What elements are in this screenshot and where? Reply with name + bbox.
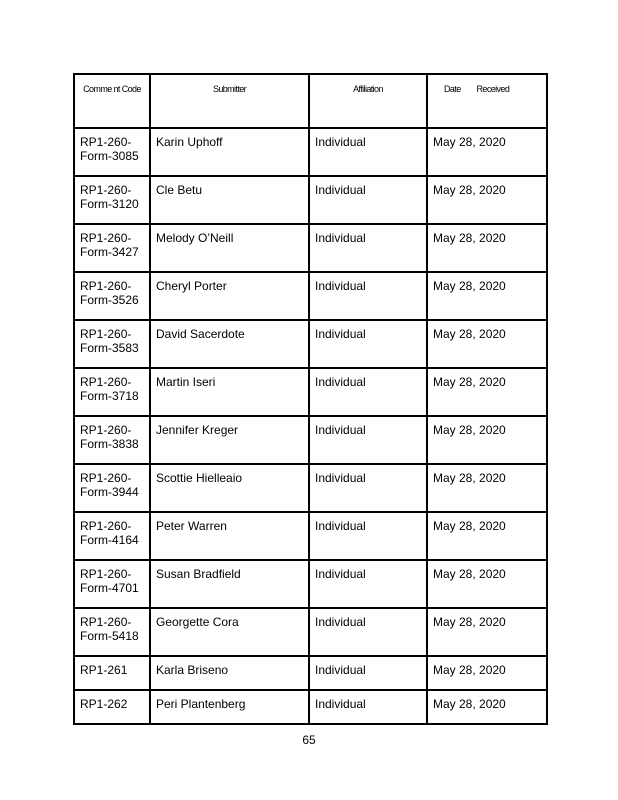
cell-date-received: May 28, 2020: [427, 512, 547, 560]
table-row: [74, 320, 547, 368]
header-comment-code: Comme nt Code: [74, 74, 150, 128]
table-row: [74, 656, 547, 690]
table-row: [74, 690, 547, 724]
table-row: [74, 512, 547, 560]
cell-submitter: Scottie Hielleaio: [150, 464, 309, 512]
header-date-received: Date Received: [427, 74, 547, 128]
comments-table: [73, 73, 548, 725]
cell-submitter: Karin Uphoff: [150, 128, 309, 176]
table-row: [74, 128, 547, 176]
cell-date-received: May 28, 2020: [427, 560, 547, 608]
cell-submitter: Susan Bradfield: [150, 560, 309, 608]
cell-comment-code: RP1-260-Form-3526: [74, 272, 150, 320]
header-affiliation: Affiliation: [309, 74, 427, 128]
cell-affiliation: Individual: [309, 224, 427, 272]
cell-submitter: Peter Warren: [150, 512, 309, 560]
cell-submitter: Georgette Cora: [150, 608, 309, 656]
cell-date-received: May 28, 2020: [427, 416, 547, 464]
cell-submitter: Cle Betu: [150, 176, 309, 224]
cell-affiliation: Individual: [309, 416, 427, 464]
table-row: [74, 368, 547, 416]
cell-affiliation: Individual: [309, 272, 427, 320]
cell-comment-code: RP1-260-Form-3583: [74, 320, 150, 368]
cell-submitter: Martin Iseri: [150, 368, 309, 416]
cell-submitter: Karla Briseno: [150, 656, 309, 690]
cell-affiliation: Individual: [309, 128, 427, 176]
table-row: [74, 608, 547, 656]
cell-date-received: May 28, 2020: [427, 176, 547, 224]
cell-date-received: May 28, 2020: [427, 690, 547, 724]
cell-affiliation: Individual: [309, 656, 427, 690]
cell-date-received: May 28, 2020: [427, 368, 547, 416]
table-row: [74, 416, 547, 464]
cell-submitter: David Sacerdote: [150, 320, 309, 368]
table-row: [74, 464, 547, 512]
table-row: [74, 176, 547, 224]
cell-comment-code: RP1-260-Form-3427: [74, 224, 150, 272]
cell-submitter: Jennifer Kreger: [150, 416, 309, 464]
cell-date-received: May 28, 2020: [427, 608, 547, 656]
cell-date-received: May 28, 2020: [427, 464, 547, 512]
header-submitter: Submitter: [150, 74, 309, 128]
cell-comment-code: RP1-260-Form-3120: [74, 176, 150, 224]
cell-comment-code: RP1-261: [74, 656, 150, 690]
cell-affiliation: Individual: [309, 176, 427, 224]
cell-comment-code: RP1-260-Form-3838: [74, 416, 150, 464]
cell-affiliation: Individual: [309, 560, 427, 608]
cell-affiliation: Individual: [309, 464, 427, 512]
cell-comment-code: RP1-260-Form-3944: [74, 464, 150, 512]
cell-affiliation: Individual: [309, 690, 427, 724]
table-row: [74, 272, 547, 320]
cell-comment-code: RP1-260-Form-3085: [74, 128, 150, 176]
cell-date-received: May 28, 2020: [427, 128, 547, 176]
cell-affiliation: Individual: [309, 512, 427, 560]
cell-comment-code: RP1-260-Form-4164: [74, 512, 150, 560]
cell-submitter: Cheryl Porter: [150, 272, 309, 320]
cell-submitter: Melody O’Neill: [150, 224, 309, 272]
table-row: [74, 224, 547, 272]
table-row: [74, 560, 547, 608]
cell-date-received: May 28, 2020: [427, 320, 547, 368]
cell-comment-code: RP1-262: [74, 690, 150, 724]
cell-submitter: Peri Plantenberg: [150, 690, 309, 724]
cell-date-received: May 28, 2020: [427, 656, 547, 690]
page-number: 65: [302, 733, 316, 747]
table-header-row: [74, 74, 547, 128]
cell-comment-code: RP1-260-Form-3718: [74, 368, 150, 416]
cell-affiliation: Individual: [309, 368, 427, 416]
cell-affiliation: Individual: [309, 320, 427, 368]
cell-comment-code: RP1-260-Form-4701: [74, 560, 150, 608]
cell-affiliation: Individual: [309, 608, 427, 656]
cell-date-received: May 28, 2020: [427, 224, 547, 272]
cell-date-received: May 28, 2020: [427, 272, 547, 320]
cell-comment-code: RP1-260-Form-5418: [74, 608, 150, 656]
